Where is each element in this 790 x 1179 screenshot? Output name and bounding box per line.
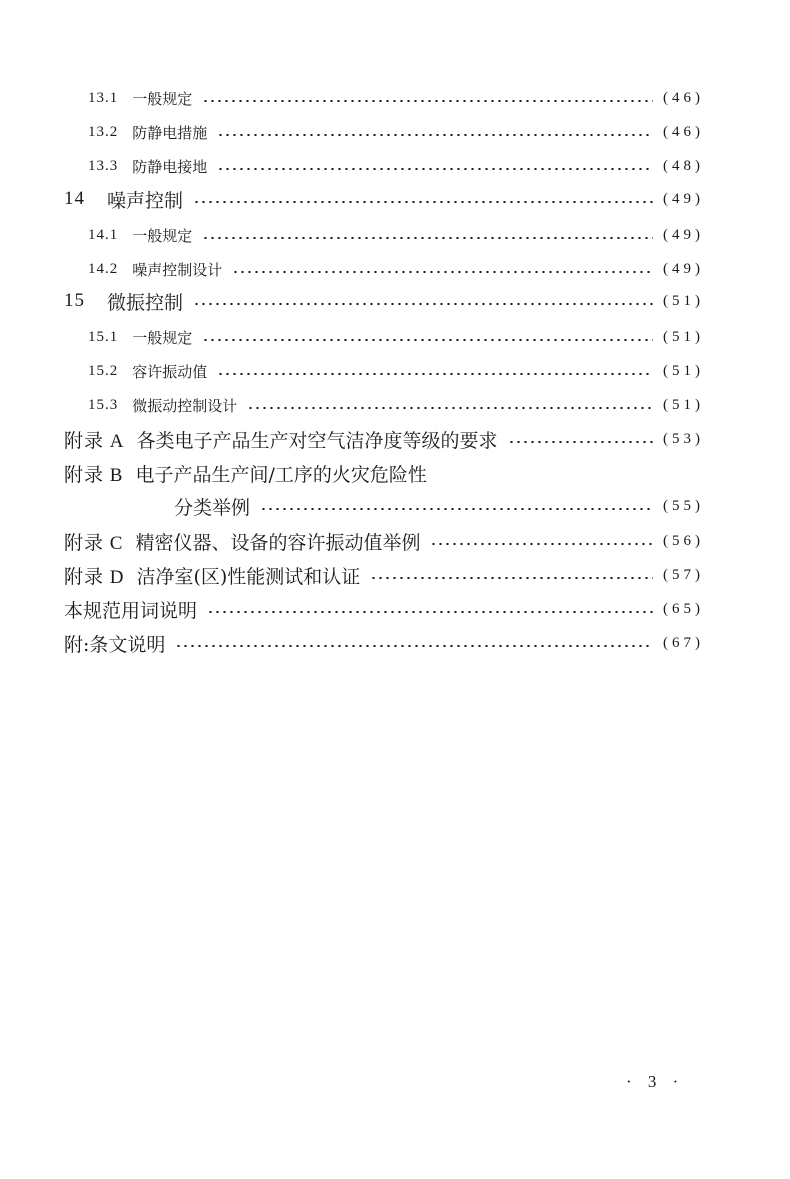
toc-entry-page: (48) bbox=[663, 157, 704, 174]
toc-entry-title: 一般规定 bbox=[132, 89, 193, 108]
page-number: · 3 · bbox=[626, 1072, 685, 1091]
dot-leader bbox=[217, 134, 653, 136]
toc-entry-number: 附录 D bbox=[64, 566, 125, 588]
toc-entry-clause-explanation[interactable] bbox=[64, 628, 704, 658]
dot-leader bbox=[207, 611, 653, 613]
dot-leader bbox=[202, 100, 653, 102]
toc-entry-15-1[interactable] bbox=[88, 322, 704, 352]
dot-leader bbox=[217, 373, 653, 375]
toc-entry-page: (49) bbox=[663, 260, 704, 277]
toc-entry-page: (51) bbox=[663, 362, 704, 379]
toc-entry-number: 15.3 bbox=[88, 396, 119, 413]
toc-entry-appendix-b-continued[interactable] bbox=[174, 491, 704, 521]
toc-entry-page: (67) bbox=[663, 634, 704, 651]
toc-entry-title: 噪声控制 bbox=[107, 189, 184, 212]
toc-entry-page: (53) bbox=[663, 430, 704, 447]
toc-entry-number: 附录 B bbox=[64, 464, 124, 486]
dot-leader bbox=[202, 237, 653, 239]
toc-entry-term-explanation[interactable] bbox=[64, 594, 704, 624]
toc-entry-15-2[interactable] bbox=[88, 356, 704, 386]
toc-entry-page: (51) bbox=[663, 396, 704, 413]
toc-entry-title: 容许振动值 bbox=[132, 362, 208, 381]
dot-leader bbox=[247, 407, 653, 409]
toc-entry-title: 电子产品生产间/工序的火灾危险性 bbox=[135, 463, 427, 486]
dot-leader bbox=[430, 543, 653, 545]
toc-entry-15[interactable] bbox=[64, 286, 704, 316]
toc-entry-page: (56) bbox=[663, 532, 704, 549]
dot-leader bbox=[260, 508, 653, 510]
toc-entry-13-1[interactable] bbox=[88, 83, 704, 113]
dot-leader bbox=[193, 303, 653, 305]
toc-entry-title: 微振控制 bbox=[107, 291, 184, 314]
toc-entry-number: 15 bbox=[64, 290, 85, 311]
toc-entry-number: 13.3 bbox=[88, 157, 119, 174]
toc-entry-title: 附:条文说明 bbox=[64, 633, 166, 656]
toc-entry-13-3[interactable] bbox=[88, 151, 704, 181]
toc-entry-title: 洁净室(区)性能测试和认证 bbox=[136, 565, 361, 588]
toc-entry-page: (46) bbox=[663, 123, 704, 140]
toc-entry-title: 一般规定 bbox=[132, 328, 193, 347]
toc-entry-appendix-b[interactable] bbox=[64, 458, 704, 488]
toc-entry-page: (49) bbox=[663, 190, 704, 207]
toc-entry-number: 14.1 bbox=[88, 226, 119, 243]
toc-entry-13-2[interactable] bbox=[88, 117, 704, 147]
toc-entry-title: 噪声控制设计 bbox=[132, 260, 223, 279]
toc-entry-14-2[interactable] bbox=[88, 254, 704, 284]
dot-leader bbox=[217, 168, 653, 170]
dot-leader bbox=[370, 577, 653, 579]
toc-entry-appendix-d[interactable] bbox=[64, 560, 704, 590]
toc-entry-title: 防静电措施 bbox=[132, 123, 208, 142]
dot-leader bbox=[193, 201, 653, 203]
toc-entry-page: (57) bbox=[663, 566, 704, 583]
toc-entry-number: 15.1 bbox=[88, 328, 119, 345]
toc-entry-number: 15.2 bbox=[88, 362, 119, 379]
toc-entry-15-3[interactable] bbox=[88, 390, 704, 420]
toc-entry-page: (51) bbox=[663, 328, 704, 345]
dot-leader bbox=[175, 645, 653, 647]
toc-entry-page: (51) bbox=[663, 292, 704, 309]
dot-leader bbox=[202, 339, 653, 341]
toc-entry-number: 附录 C bbox=[64, 532, 124, 554]
toc-entry-number: 14 bbox=[64, 188, 85, 209]
toc-entry-number: 13.1 bbox=[88, 89, 119, 106]
toc-entry-appendix-a[interactable] bbox=[64, 424, 704, 454]
toc-entry-page: (55) bbox=[663, 497, 704, 514]
toc-entry-14[interactable] bbox=[64, 184, 704, 214]
toc-entry-title: 分类举例 bbox=[174, 496, 251, 519]
toc-entry-number: 14.2 bbox=[88, 260, 119, 277]
toc-entry-number: 13.2 bbox=[88, 123, 119, 140]
dot-leader bbox=[508, 441, 654, 443]
toc-entry-title: 一般规定 bbox=[132, 226, 193, 245]
toc-entry-title: 本规范用词说明 bbox=[64, 599, 198, 622]
toc-entry-page: (46) bbox=[663, 89, 704, 106]
toc-entry-number: 附录 A bbox=[64, 430, 125, 452]
toc-entry-page: (49) bbox=[663, 226, 704, 243]
dot-leader bbox=[232, 271, 653, 273]
toc-entry-title: 精密仪器、设备的容许振动值举例 bbox=[135, 531, 421, 554]
toc-entry-title: 防静电接地 bbox=[132, 157, 208, 176]
toc-entry-title: 微振动控制设计 bbox=[132, 396, 238, 415]
toc-entry-title: 各类电子产品生产对空气洁净度等级的要求 bbox=[136, 429, 498, 452]
toc-entry-14-1[interactable] bbox=[88, 220, 704, 250]
toc-entry-page: (65) bbox=[663, 600, 704, 617]
toc-entry-appendix-c[interactable] bbox=[64, 526, 704, 556]
